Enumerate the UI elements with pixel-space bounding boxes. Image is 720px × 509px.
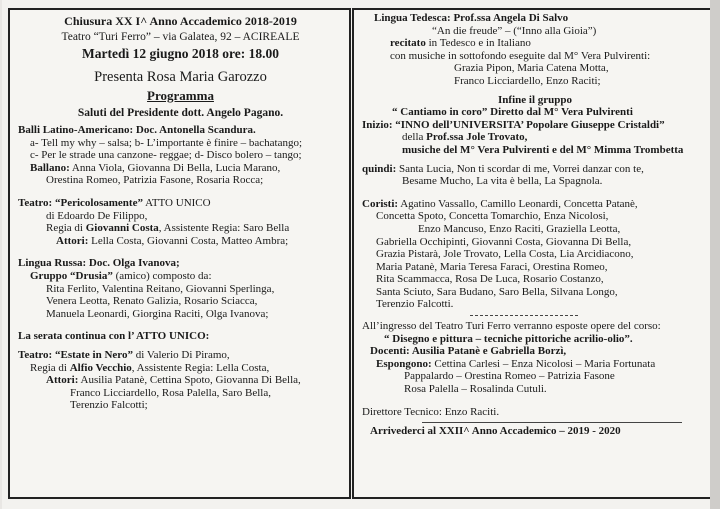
coristi-line: Concetta Spoto, Concetta Tomarchio, Enza Nicolosi,: [376, 210, 609, 223]
espongono-line: Pappalardo – Orestina Romeo – Patrizia Fasone: [404, 370, 615, 383]
gruppo-line: [18, 270, 343, 283]
disegno-line: “ Disegno e pittura – tecniche pittoriche acrilio-olio”.: [384, 332, 633, 345]
teatro1-label: Teatro:: [18, 196, 53, 209]
attori-label: Attori:: [46, 374, 79, 387]
coristi-line: Rita Scammacca, Rosa De Luca, Rosario Costanzo,: [376, 273, 604, 286]
regia-assistant: , Assistente Regia: Lella Costa,: [131, 361, 270, 374]
infine-line: Infine il gruppo: [498, 93, 572, 106]
balli-line: a- Tell my why – salsa; b- L’importante è finire – bachatango;: [30, 136, 303, 149]
recitato-label: recitato: [390, 37, 426, 50]
regia-assistant: , Assistente Regia: Saro Bella: [158, 222, 290, 235]
coristi-names: Agatino Vassallo, Camillo Leonardi, Concetta Patanè,: [398, 197, 638, 210]
solid-divider: [422, 422, 682, 423]
teatro1-author: di Edoardo De Filippo,: [46, 209, 148, 222]
dashed-divider: [470, 315, 578, 316]
attori-line: Terenzio Falcotti;: [70, 399, 148, 412]
header-title: Chiusura XX I^ Anno Accademico 2018-2019: [64, 14, 297, 28]
teatro2-attori: [18, 374, 343, 387]
tedesca-song: “An die freude” – (“Inno alla Gioia”): [432, 24, 597, 37]
quindi-line: [362, 163, 708, 176]
regia-name: Giovanni Costa: [85, 222, 159, 235]
espongono-names: Cettina Carlesi – Enza Nicolosi – Maria Fortunata: [431, 357, 656, 370]
espongono-label: Espongono:: [376, 357, 432, 370]
gruppo-label: Gruppo “Drusia”: [30, 269, 113, 282]
venue-line: Teatro “Turi Ferro” – via Galatea, 92 – ACIREALE: [61, 31, 300, 43]
left-column: [8, 8, 351, 499]
teatro2-line: [18, 349, 343, 362]
date-line: Martedì 12 giugno 2018 ore: 18.00: [82, 46, 279, 61]
coristi-line: [362, 198, 708, 211]
teatro1-rest: ATTO UNICO: [142, 196, 211, 209]
attori-label: Attori:: [56, 234, 89, 247]
ingresso-line: All’ingresso del Teatro Turi Ferro verranno esposte opere del corso:: [362, 320, 661, 333]
ballano-label: Ballano:: [30, 161, 70, 174]
ballano-line: Orestina Romeo, Patrizia Fasone, Rosaria Rocca;: [46, 174, 264, 187]
attori-names: Ausilia Patanè, Cettina Spoto, Giovanna Di Bella,: [78, 374, 301, 387]
teatro1-attori: [18, 235, 343, 248]
espongono-line: Rosa Palella – Rosalinda Cutuli.: [404, 383, 547, 396]
programma-title: Programma: [147, 88, 214, 103]
coristi-line: Grazia Pistarà, Jole Trovato, Lella Costa, Lia Arcidiacono,: [376, 248, 634, 261]
musician-line: Franco Licciardello, Enzo Raciti;: [454, 74, 601, 87]
regia-prefix: Regia di: [46, 222, 86, 235]
quindi-line: Besame Mucho, La vita è bella, La Spagnola.: [402, 175, 603, 188]
coristi-line: Gabriella Occhipinti, Giovanni Costa, Giovanna Di Bella,: [376, 235, 632, 248]
recitato-line: [362, 37, 708, 50]
ballano-names: Anna Viola, Giovanna Di Bella, Lucia Marano,: [69, 161, 281, 174]
right-column: [352, 8, 716, 499]
balli-title: Balli Latino-Americano: Doc. Antonella Scandura.: [18, 124, 256, 136]
della-name: Prof.ssa Jole Trovato,: [426, 131, 528, 144]
inizio-line: Inizio: “INNO dell’UNIVERSITA’ Popolare Giuseppe Cristaldi”: [362, 118, 665, 131]
serata-line: La serata continua con l’ ATTO UNICO:: [18, 330, 210, 343]
ballano-line: [18, 162, 343, 175]
cantiamo-line: “ Cantiamo in coro” Diretto dal M° Vera Pulvirenti: [392, 106, 633, 119]
teatro2-regia: [18, 362, 343, 375]
balli-line: c- Per le strade una canzone- reggae; d- Disco bolero – tango;: [30, 149, 302, 162]
page-edge-shadow: [710, 0, 720, 509]
docenti-line: Docenti: Ausilia Patanè e Gabriella Borzì,: [370, 345, 567, 358]
regia-name: Alfio Vecchio: [69, 361, 132, 374]
direttore-line: Direttore Tecnico: Enzo Raciti.: [362, 405, 500, 418]
coristi-line: Maria Patanè, Maria Teresa Faraci, Orestina Romeo,: [376, 260, 608, 273]
della-line: [362, 131, 708, 144]
russa-title: Lingua Russa: Doc. Olga Ivanova;: [18, 257, 180, 270]
coristi-line: Enzo Mancuso, Enzo Raciti, Graziella Leotta,: [418, 222, 621, 235]
coristi-label: Coristi:: [362, 197, 399, 210]
attori-names: Lella Costa, Giovanni Costa, Matteo Ambra;: [88, 234, 289, 247]
gruppo-rest: (amico) composto da:: [112, 269, 212, 282]
musician-line: Grazia Pipon, Maria Catena Motta,: [454, 62, 609, 75]
attori-line: Franco Licciardello, Rosa Palella, Saro Bella,: [70, 386, 271, 399]
teatro1-regia: [18, 222, 343, 235]
teatro2-rest: di Valerio Di Piramo,: [133, 348, 230, 361]
arrivederci-line: Arrivederci al XXII^ Anno Accademico – 2019 - 2020: [370, 425, 621, 438]
coristi-line: Santa Sciuto, Sara Budano, Saro Bella, Silvana Longo,: [376, 285, 618, 298]
gruppo-member-line: Manuela Leonardi, Giorgina Raciti, Olga Ivanova;: [46, 307, 269, 320]
recitato-rest: in Tedesco e in Italiano: [425, 37, 531, 50]
gruppo-member-line: Venera Leotta, Renato Galizia, Rosario Sciacca,: [46, 295, 258, 308]
teatro1-title: “Pericolosamente”: [52, 196, 143, 209]
regia-prefix: Regia di: [30, 361, 70, 374]
musiche-trombetta-line: musiche del M° Vera Pulvirenti e del M° Mimma Trombetta: [402, 143, 684, 156]
teatro1-line: [18, 197, 343, 210]
quindi-songs: Santa Lucia, Non ti scordar di me, Vorrei danzar con te,: [396, 162, 644, 175]
teatro2-title: “Estate in Nero”: [52, 348, 133, 361]
tedesca-title: Lingua Tedesca: Prof.ssa Angela Di Salvo: [374, 12, 569, 24]
teatro2-label: Teatro:: [18, 348, 53, 361]
musiche-line: con musiche in sottofondo eseguite dal M° Vera Pulvirenti:: [390, 49, 651, 62]
presenta-line: Presenta Rosa Maria Garozzo: [94, 69, 267, 85]
della-prefix: della: [402, 131, 427, 144]
saluti-line: Saluti del Presidente dott. Angelo Pagano.: [77, 107, 284, 119]
gruppo-member-line: Rita Ferlito, Valentina Reitano, Giovanni Sperlinga,: [46, 282, 275, 295]
coristi-line: Terenzio Falcotti.: [376, 298, 454, 311]
espongono-line: [362, 358, 708, 371]
quindi-label: quindi:: [362, 162, 397, 175]
document-sheet: [2, 0, 718, 509]
